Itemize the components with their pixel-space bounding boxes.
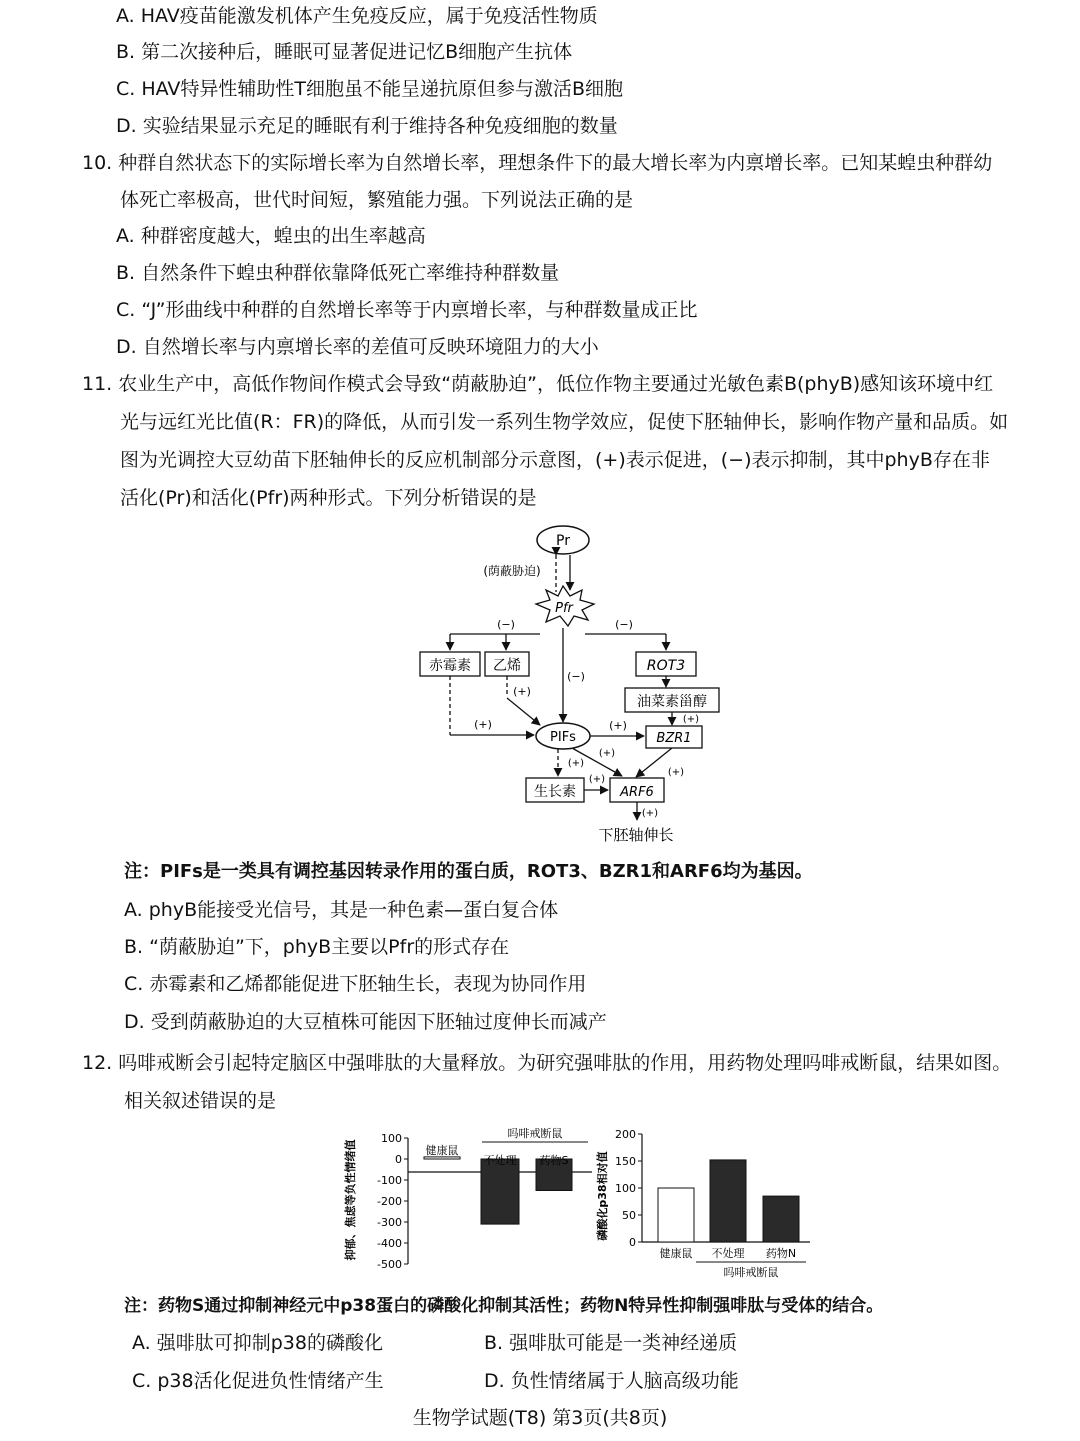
chart1-bar bbox=[481, 1159, 519, 1224]
q12-stem-line2: 相关叙述错误的是 bbox=[124, 1090, 277, 1112]
brassinosteroid-label: 油菜素甾醇 bbox=[637, 694, 707, 710]
pfr-pifs-minus: (−) bbox=[567, 670, 585, 683]
q11-option-d: D. 受到荫蔽胁迫的大豆植株可能因下胚轴过度伸长而减产 bbox=[124, 1011, 607, 1033]
chart1-category-label: 不处理 bbox=[483, 1154, 517, 1167]
pr-label: Pr bbox=[556, 533, 570, 549]
q11-stem-line1: 11. 农业生产中，高低作物间作模式会导致“荫蔽胁迫”，低位作物主要通过光敏色素B(phyB)感知该环境中红 bbox=[82, 373, 994, 395]
chart2-group-label: 吗啡戒断鼠 bbox=[723, 1266, 779, 1279]
auxin-label: 生长素 bbox=[534, 784, 576, 800]
q10-stem-line2: 体死亡率极高，世代时间短，繁殖能力强。下列说法正确的是 bbox=[120, 189, 634, 211]
ethylene-label: 乙烯 bbox=[493, 658, 521, 674]
chart1-tick-label: -200 bbox=[377, 1195, 402, 1208]
q12-stem-line1: 12. 吗啡戒断会引起特定脑区中强啡肽的大量释放。为研究强啡肽的作用，用药物处理吗啡戒断鼠，结果如图。 bbox=[82, 1052, 1012, 1074]
arf6-hypo-plus: (+) bbox=[641, 808, 659, 819]
chart1-tick-label: -100 bbox=[377, 1174, 402, 1187]
chart2-bar bbox=[763, 1196, 799, 1242]
chart2-ylabel: 磷酸化p38相对值 bbox=[596, 1151, 609, 1241]
q11-stem-line4: 活化(Pr)和活化(Pfr)两种形式。下列分析错误的是 bbox=[120, 487, 537, 509]
q12-option-d: D. 负性情绪属于人脑高级功能 bbox=[484, 1370, 739, 1392]
pfr-label: Pfr bbox=[555, 601, 573, 616]
chart2-category-label: 不处理 bbox=[711, 1247, 745, 1260]
q11-note: 注：PIFs是一类具有调控基因转录作用的蛋白质，ROT3、BZR1和ARF6均为基因。 bbox=[124, 861, 813, 882]
chart1-tick-label: -300 bbox=[377, 1216, 402, 1229]
chart2-category-label: 药物N bbox=[765, 1247, 797, 1260]
q12-option-a: A. 强啡肽可抑制p38的磷酸化 bbox=[132, 1332, 383, 1354]
auxin-arf6-plus: (+) bbox=[588, 774, 606, 785]
chart1-tick-label: -500 bbox=[377, 1258, 402, 1271]
q12-option-c: C. p38活化促进负性情绪产生 bbox=[132, 1370, 384, 1392]
chart2-tick-label: 100 bbox=[615, 1182, 636, 1195]
chart2-bar bbox=[710, 1160, 746, 1242]
eth-pifs-plus: (+) bbox=[513, 685, 531, 698]
q11-option-c: C. 赤霉素和乙烯都能促进下胚轴生长，表现为协同作用 bbox=[124, 973, 587, 995]
chart2-bar bbox=[658, 1188, 694, 1242]
p38-phosphorylation-chart bbox=[596, 1124, 816, 1284]
chart1-category-label: 药物S bbox=[539, 1154, 569, 1167]
q9-option-c: C. HAV特异性辅助性T细胞虽不能呈递抗原但参与激活B细胞 bbox=[116, 78, 624, 100]
pifs-bzr1-plus: (+) bbox=[609, 719, 627, 732]
arf6-label: ARF6 bbox=[620, 785, 654, 800]
negative-emotion-chart bbox=[330, 1120, 600, 1280]
chart1-ylabel: 抑郁、焦虑等负性情绪值 bbox=[344, 1139, 357, 1261]
q9-option-b: B. 第二次接种后，睡眠可显著促进记忆B细胞产生抗体 bbox=[116, 41, 573, 63]
chart2-tick-label: 150 bbox=[615, 1155, 636, 1168]
bs-bzr1-plus: (+) bbox=[682, 714, 700, 725]
q10-option-a: A. 种群密度越大，蝗虫的出生率越高 bbox=[116, 225, 426, 247]
pfr-gib-minus: (−) bbox=[497, 618, 515, 631]
q10-option-b: B. 自然条件下蝗虫种群依靠降低死亡率维持种群数量 bbox=[116, 262, 560, 284]
gib-pifs-plus: (+) bbox=[474, 718, 492, 731]
gibberellin-label: 赤霉素 bbox=[429, 658, 471, 674]
q9-option-a: A. HAV疫苗能激发机体产生免疫反应，属于免疫活性物质 bbox=[116, 5, 598, 27]
q12-option-b: B. 强啡肽可能是一类神经递质 bbox=[484, 1332, 738, 1354]
q9-option-d: D. 实验结果显示充足的睡眠有利于维持各种免疫细胞的数量 bbox=[116, 115, 618, 137]
q11-stem-line3: 图为光调控大豆幼苗下胚轴伸长的反应机制部分示意图，(+)表示促进，(−)表示抑制，其中phyB存在非 bbox=[120, 449, 990, 471]
chart1-group-label: 吗啡戒断鼠 bbox=[507, 1127, 563, 1140]
phyb-pathway-diagram bbox=[410, 520, 740, 850]
shade-stress-label: (荫蔽胁迫) bbox=[483, 564, 541, 578]
bzr1-label: BZR1 bbox=[656, 731, 692, 746]
q12-note: 注：药物S通过抑制神经元中p38蛋白的磷酸化抑制其活性；药物N特异性抑制强啡肽与受体的结合。 bbox=[124, 1296, 884, 1316]
q10-option-d: D. 自然增长率与内禀增长率的差值可反映环境阻力的大小 bbox=[116, 336, 599, 358]
chart1-tick-label: -400 bbox=[377, 1237, 402, 1250]
q11-stem-line2: 光与远红光比值(R：FR)的降低，从而引发一系列生物学效应，促使下胚轴伸长，影响作物产量和品质。如 bbox=[120, 411, 1009, 433]
hypocotyl-label: 下胚轴伸长 bbox=[598, 826, 674, 844]
chart2-tick-label: 200 bbox=[615, 1128, 636, 1141]
chart1-category-label: 健康鼠 bbox=[425, 1144, 459, 1157]
chart1-tick-label: 0 bbox=[395, 1153, 402, 1166]
q10-stem-line1: 10. 种群自然状态下的实际增长率为自然增长率，理想条件下的最大增长率为内禀增长率。已知某蝗虫种群幼 bbox=[82, 152, 993, 174]
chart2-category-label: 健康鼠 bbox=[659, 1247, 693, 1260]
pifs-arf6-plus: (+) bbox=[598, 748, 616, 759]
q10-option-c: C. “J”形曲线中种群的自然增长率等于内禀增长率，与种群数量成正比 bbox=[116, 299, 698, 321]
pifs-label: PIFs bbox=[550, 730, 576, 745]
bzr1-arf6-plus: (+) bbox=[667, 767, 685, 778]
chart1-tick-label: 100 bbox=[381, 1132, 402, 1145]
page-footer: 生物学试题(T8) 第3页(共8页) bbox=[412, 1407, 668, 1429]
pfr-rot3-minus: (−) bbox=[615, 618, 633, 631]
q11-option-b: B. “荫蔽胁迫”下，phyB主要以Pfr的形式存在 bbox=[124, 936, 510, 958]
chart2-tick-label: 0 bbox=[629, 1236, 636, 1249]
chart2-tick-label: 50 bbox=[622, 1209, 636, 1222]
pifs-auxin-plus: (+) bbox=[567, 758, 585, 769]
rot3-label: ROT3 bbox=[646, 658, 686, 674]
chart1-bar bbox=[424, 1157, 460, 1159]
q11-option-a: A. phyB能接受光信号，其是一种色素—蛋白复合体 bbox=[124, 899, 559, 921]
